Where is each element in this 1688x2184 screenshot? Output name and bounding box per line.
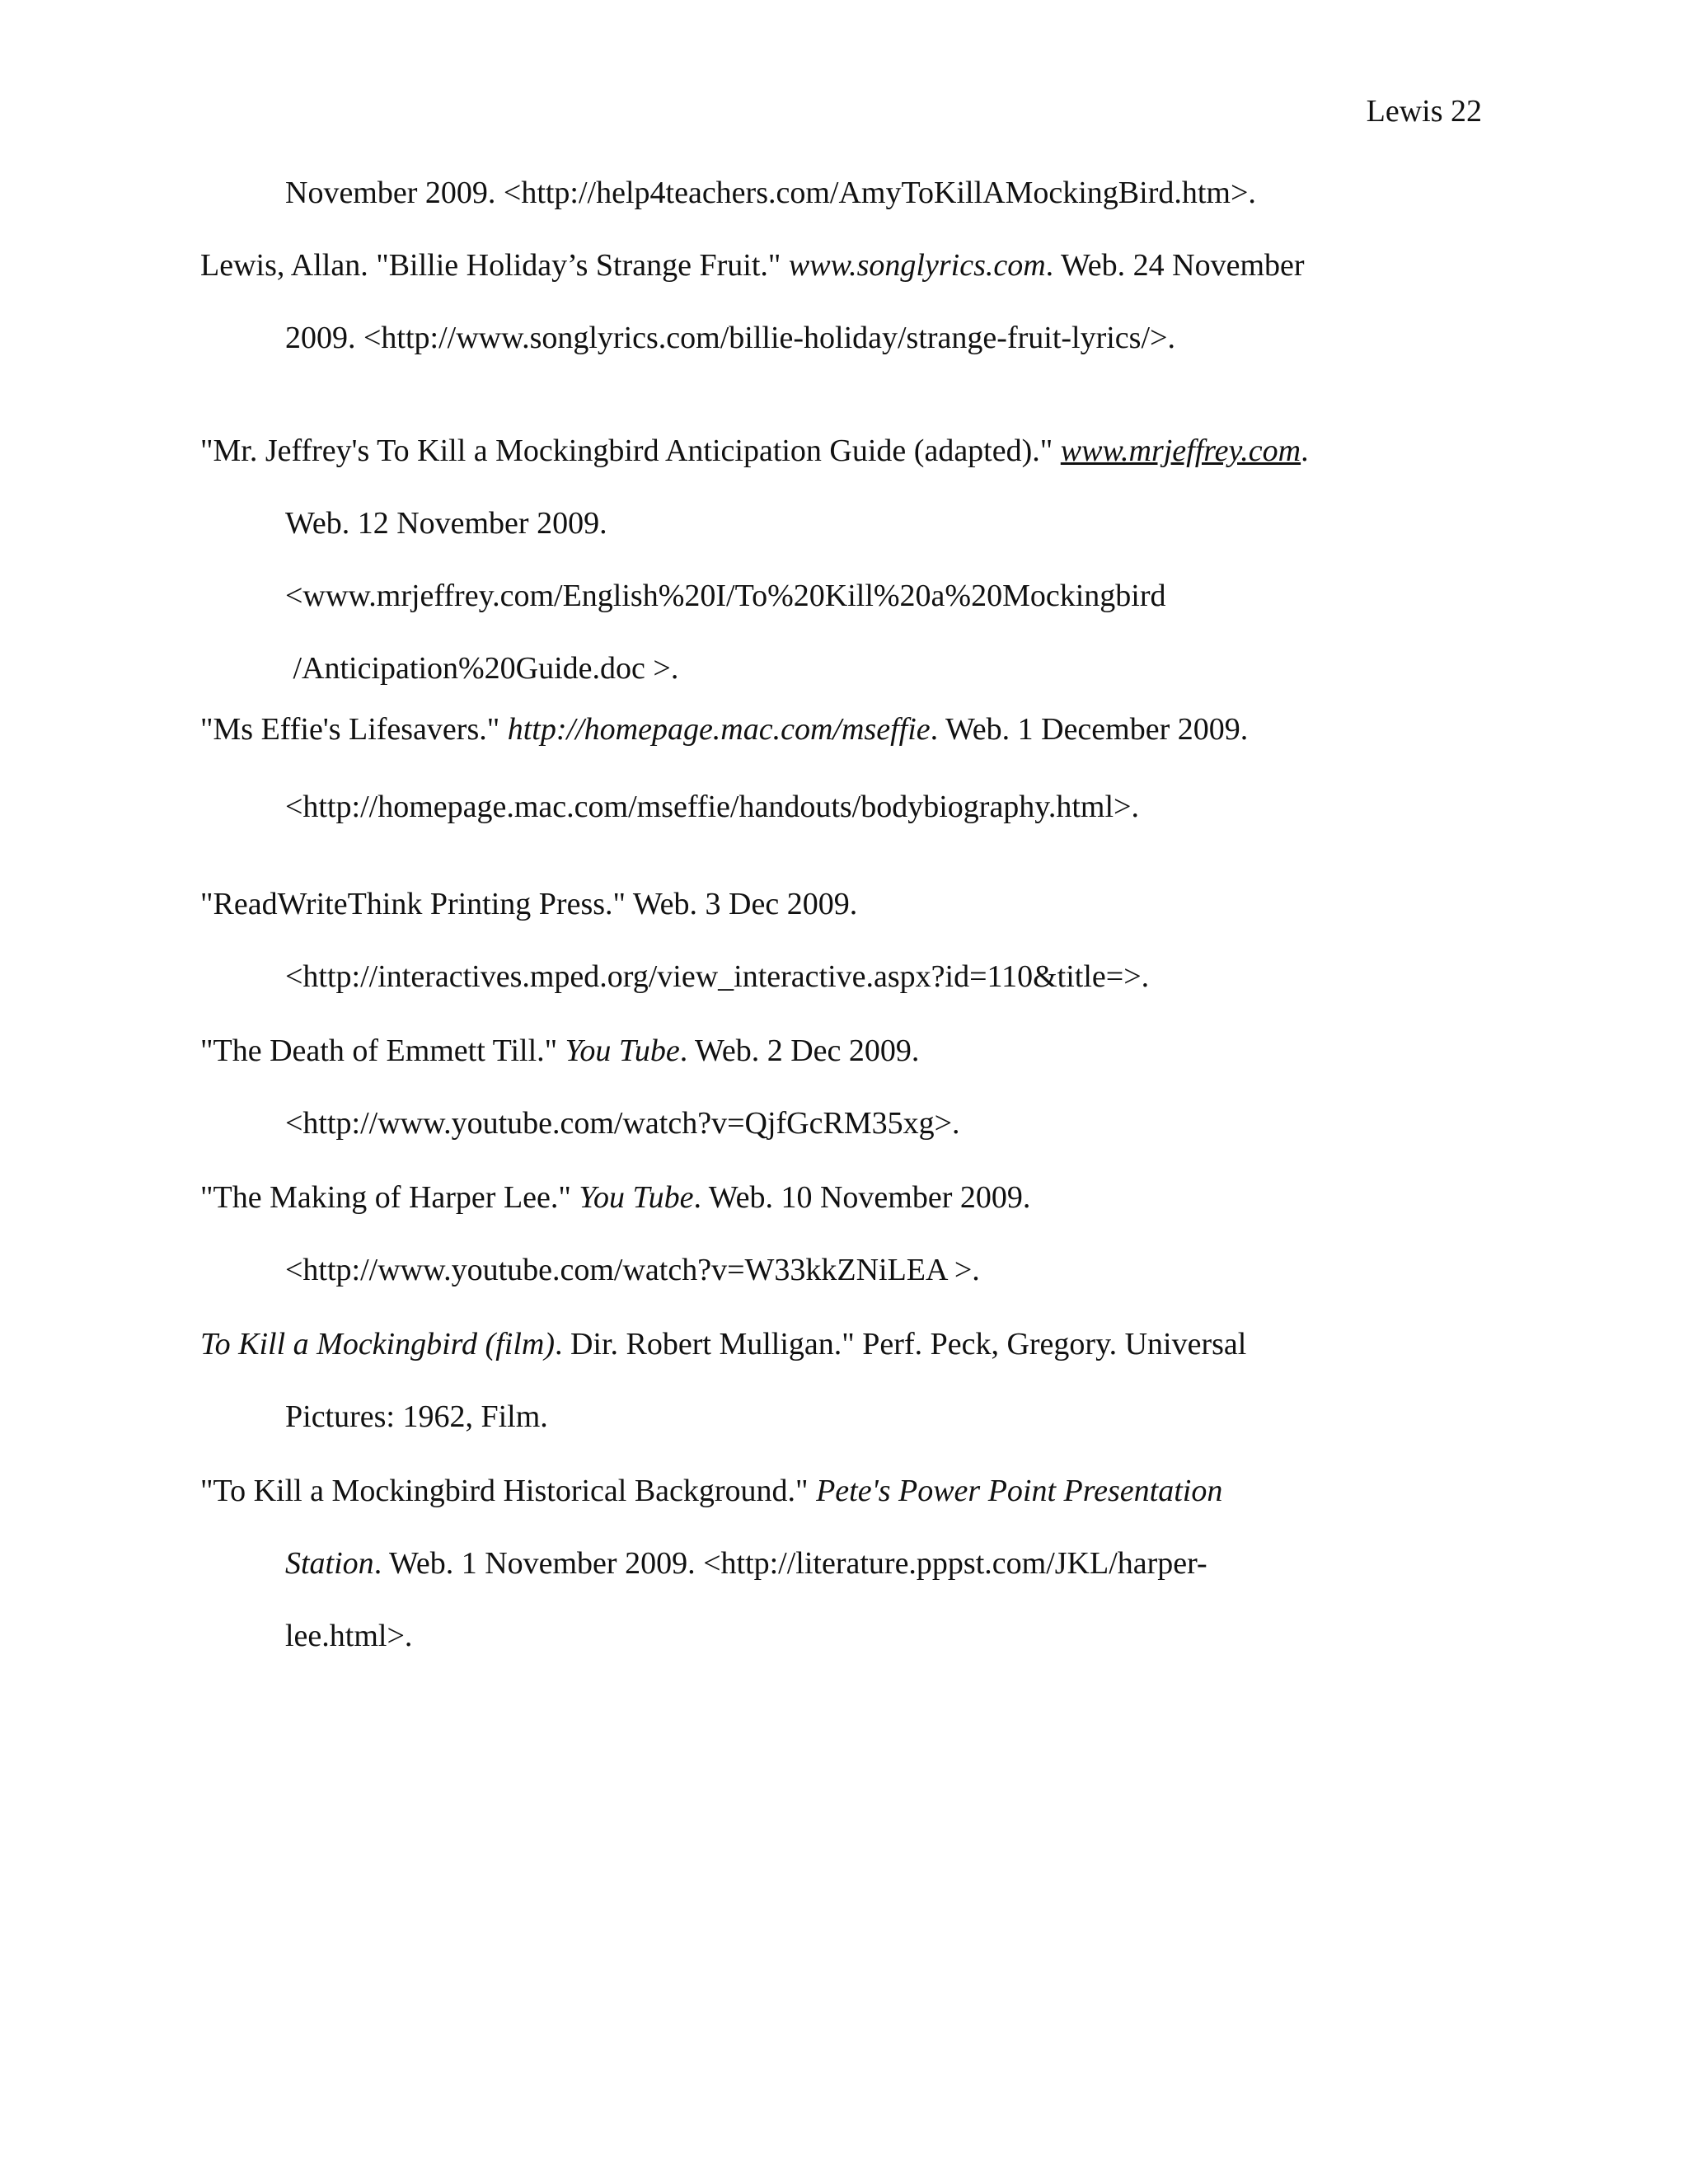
citation-harper-lee [200,1182,1486,1286]
citation-title: "To Kill a Mockingbird Historical Background." [200,1474,817,1508]
citation-site: You Tube [565,1033,680,1068]
citation-details: . Web. 1 November 2009. <http://literature.pppst.com/JKL/harper- [373,1546,1207,1581]
citation-line: 2009. <http://www.songlyrics.com/billie-holiday/strange-fruit-lyrics/>. [285,321,1175,355]
citation-first-line [200,1329,1486,1360]
citation-site: http://homepage.mac.com/mseffie [507,712,931,747]
citation-first-line: "ReadWriteThink Printing Press." Web. 3 Dec 2009. [200,887,858,921]
citation-line: November 2009. <http://help4teachers.com/AmyToKillAMockingBird.htm>. [285,176,1256,210]
citation-details: . Web. 2 Dec 2009. [679,1033,920,1068]
running-head: Lewis 22 [1366,94,1482,129]
citation-details: . Dir. Robert Mulligan." Perf. Peck, Gregory. Universal [554,1327,1247,1361]
citation-details: . [1301,434,1309,468]
citation-details: . Web. 10 November 2009. [693,1180,1031,1215]
citation-line: <http://homepage.mac.com/mseffie/handouts/bodybiography.html>. [285,790,1139,824]
citation-first-line [200,1475,1486,1507]
citation-author-title: Lewis, Allan. "Billie Holiday’s Strange Fruit." [200,248,789,283]
citation-site: You Tube [579,1180,694,1215]
citation-first-line [200,435,1486,466]
citation-title: "The Death of Emmett Till." [200,1033,565,1068]
citation-first-line [200,1035,1486,1066]
citation-line: Web. 12 November 2009. [285,506,607,541]
citation-line: <http://www.youtube.com/watch?v=QjfGcRM35xg>. [285,1106,960,1141]
citation-title: "Mr. Jeffrey's To Kill a Mockingbird Anticipation Guide (adapted)." [200,434,1061,468]
citation-details: . Web. 1 December 2009. [930,712,1249,747]
citation-first-line [200,250,1486,281]
citation-line: Pictures: 1962, Film. [285,1399,548,1434]
citation-line: <www.mrjeffrey.com/English%20I/To%20Kill%20a%20Mockingbird [285,579,1166,613]
citation-line: <http://interactives.mped.org/view_interactive.aspx?id=110&title=>. [285,959,1150,994]
citation-site-continued: Station [285,1546,374,1581]
citation-line [200,1548,1486,1579]
citation-ms-effie [200,714,1486,823]
citation-line: <http://www.youtube.com/watch?v=W33kkZNiLEA >. [285,1253,980,1287]
citation-emmett-till [200,1035,1486,1139]
citation-line: /Anticipation%20Guide.doc >. [285,651,679,686]
citation-site-link[interactable]: www.mrjeffrey.com [1060,434,1301,468]
citation-first-line [200,714,1486,745]
citation-readwritethink [200,888,1486,992]
citation-first-line [200,1182,1486,1213]
citation-lewis-allan [200,250,1486,354]
citation-line: lee.html>. [285,1619,413,1653]
citation-title: "The Making of Harper Lee." [200,1180,579,1215]
citation-italic-title: To Kill a Mockingbird (film) [200,1327,555,1361]
citation-continuation [200,177,1486,209]
citation-site: Pete's Power Point Presentation [816,1474,1223,1508]
citation-mr-jeffrey [200,435,1486,684]
citation-details: . Web. 24 November [1045,248,1305,283]
citation-site: www.songlyrics.com [788,248,1046,283]
citation-mockingbird-film [200,1329,1486,1432]
citation-title: "Ms Effie's Lifesavers." [200,712,508,747]
citation-historical-background [200,1475,1486,1652]
